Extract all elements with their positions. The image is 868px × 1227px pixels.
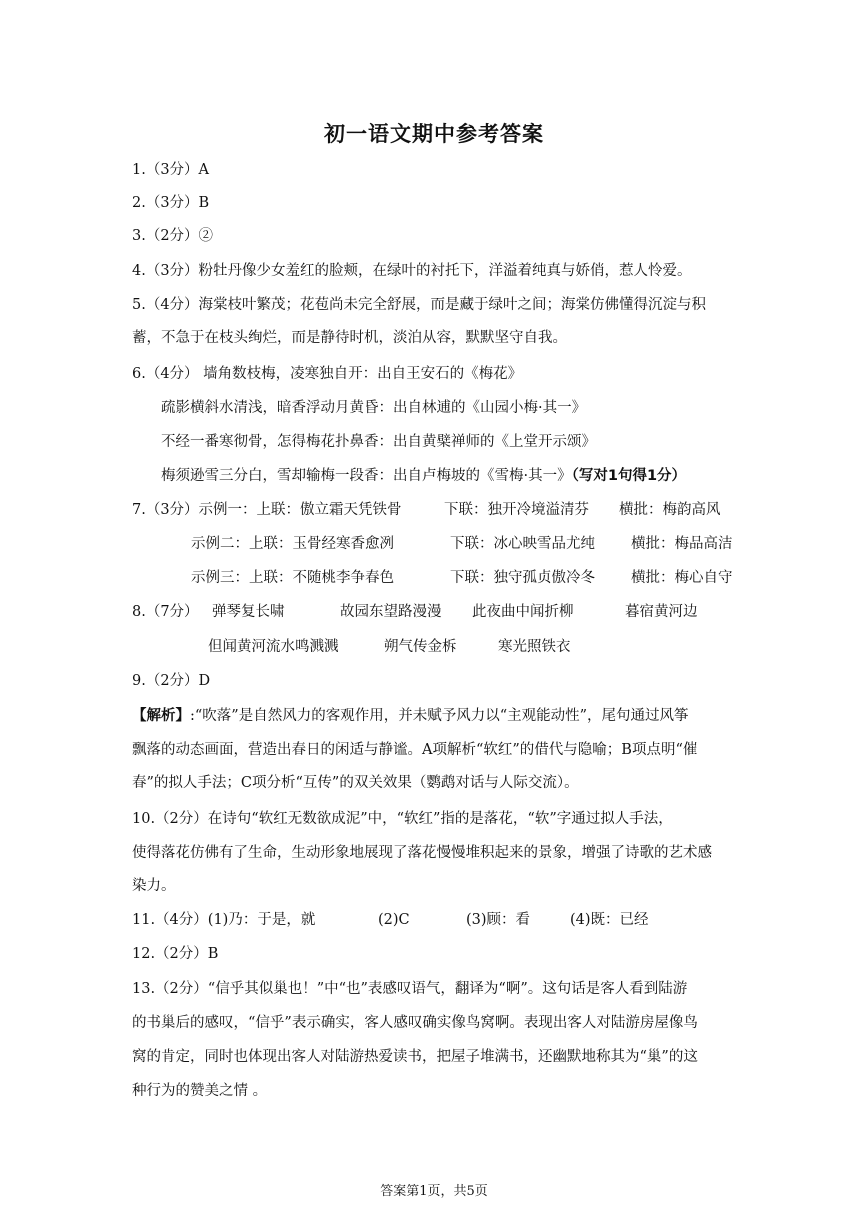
- answer-5-line1: 5.（4分）海棠枝叶繁茂；花苞尚未完全舒展，而是藏于绿叶之间；海棠仿佛懂得沉淀与积: [132, 297, 707, 313]
- answer-7-example1-horizontal: 横批：梅韵高风: [619, 502, 721, 518]
- answer-4: 4.（3分）粉牡丹像少女羞红的脸颊，在绿叶的衬托下，洋溢着纯真与娇俏，惹人怜爱。: [132, 263, 692, 279]
- answer-7-example3-horizontal: 横批：梅心自守: [631, 570, 733, 586]
- answer-7-example1-lower: 下联：独开冷境溢清芬: [444, 502, 589, 518]
- page-footer: 答案第1页，共5页: [380, 1184, 488, 1199]
- answer-6-score-note: （写对1句得1分）: [571, 468, 687, 484]
- answer-13-line3: 窝的肯定，同时也体现出客人对陆游热爱读书，把屋子堆满书，还幽默地称其为“巢”的这: [132, 1049, 698, 1065]
- answer-3: 3.（2分）②: [132, 228, 214, 244]
- analysis-text: :“吹落”是自然风力的客观作用，并未赋予风力以“主观能动性”，尾句通过风筝: [190, 708, 689, 724]
- answer-10-line3: 染力。: [132, 878, 176, 894]
- answer-9-analysis-line1: [132, 706, 689, 726]
- answer-8-item: 暮宿黄河边: [625, 604, 698, 620]
- answer-8-item: 寒光照铁衣: [498, 639, 571, 655]
- answer-10-line1: 10.（2分）在诗句“软红无数欲成泥”中，“软红”指的是落花，“软”字通过拟人手法，: [132, 811, 673, 827]
- answer-6-line4-text: 梅须逊雪三分白，雪却输梅一段香：出自卢梅坡的《雪梅·其一》: [161, 468, 572, 484]
- answer-9-analysis-line2: 飘落的动态画面，营造出春日的闲适与静谧。A项解析“软红”的借代与隐喻；B项点明“催: [132, 742, 698, 758]
- answer-11-part4: (4)既：已经: [570, 912, 649, 928]
- answer-13-line2: 的书巢后的感叹，“信乎”表示确实，客人感叹确实像鸟窝啊。表现出客人对陆游房屋像鸟: [132, 1015, 698, 1031]
- answer-12: 12.（2分）B: [132, 946, 219, 962]
- answer-6-line3: 不经一番寒彻骨，怎得梅花扑鼻香：出自黄檗禅师的《上堂开示颂》: [161, 434, 596, 450]
- answer-11-part2: (2)C: [378, 912, 410, 928]
- answer-11-part3: (3)顾：看: [466, 912, 531, 928]
- answer-8-item: 弹琴复长啸: [212, 604, 285, 620]
- answer-7-example2-lower: 下联：冰心映雪品尤纯: [450, 536, 595, 552]
- answer-2: 2.（3分）B: [132, 195, 210, 211]
- answer-9-analysis-line3: 春”的拟人手法；C项分析“互传”的双关效果（鹦鹉对话与人际交流）。: [132, 775, 579, 791]
- page-title: 初一语文期中参考答案: [324, 122, 544, 146]
- answer-8-item: 朔气传金柝: [384, 639, 457, 655]
- answer-7-example2-upper: 示例二：上联：玉骨经寒香愈冽: [191, 536, 394, 552]
- answer-1: 1.（3分）A: [132, 162, 210, 178]
- answer-10-line2: 使得落花仿佛有了生命，生动形象地展现了落花慢慢堆积起来的景象，增强了诗歌的艺术感: [132, 845, 712, 861]
- answer-7-example3-lower: 下联：独守孤贞傲冷冬: [450, 570, 595, 586]
- analysis-label: 【解析】: [132, 708, 190, 724]
- answer-8-item: 故园东望路漫漫: [340, 604, 442, 620]
- answer-7-example2-horizontal: 横批：梅品高洁: [631, 536, 733, 552]
- answer-7-example1-upper: 7.（3分）示例一：上联：傲立霜天凭铁骨: [132, 502, 402, 518]
- answer-7-example3-upper: 示例三：上联：不随桃李争春色: [191, 570, 394, 586]
- answer-6-line2: 疏影横斜水清浅，暗香浮动月黄昏：出自林逋的《山园小梅·其一》: [161, 400, 587, 416]
- answer-13-line1: 13.（2分）“信乎其似巢也！”中“也”表感叹语气，翻译为“啊”。这句话是客人看到陆游: [132, 981, 688, 997]
- answer-6-line1: 6.（4分） 墙角数枝梅，凌寒独自开：出自王安石的《梅花》: [132, 366, 523, 382]
- answer-5-line2: 蓄，不急于在枝头绚烂，而是静待时机，淡泊从容，默默坚守自我。: [132, 330, 567, 346]
- answer-8-item: 但闻黄河流水鸣溅溅: [208, 639, 339, 655]
- answer-8-prefix: 8.（7分）: [132, 604, 199, 620]
- answer-6-line4: [161, 466, 686, 486]
- answer-11-part1: 11.（4分）(1)乃：于是，就: [132, 912, 316, 928]
- answer-9: 9.（2分）D: [132, 673, 211, 689]
- answer-8-item: 此夜曲中闻折柳: [472, 604, 574, 620]
- answer-13-line4: 种行为的赞美之情 。: [132, 1083, 268, 1099]
